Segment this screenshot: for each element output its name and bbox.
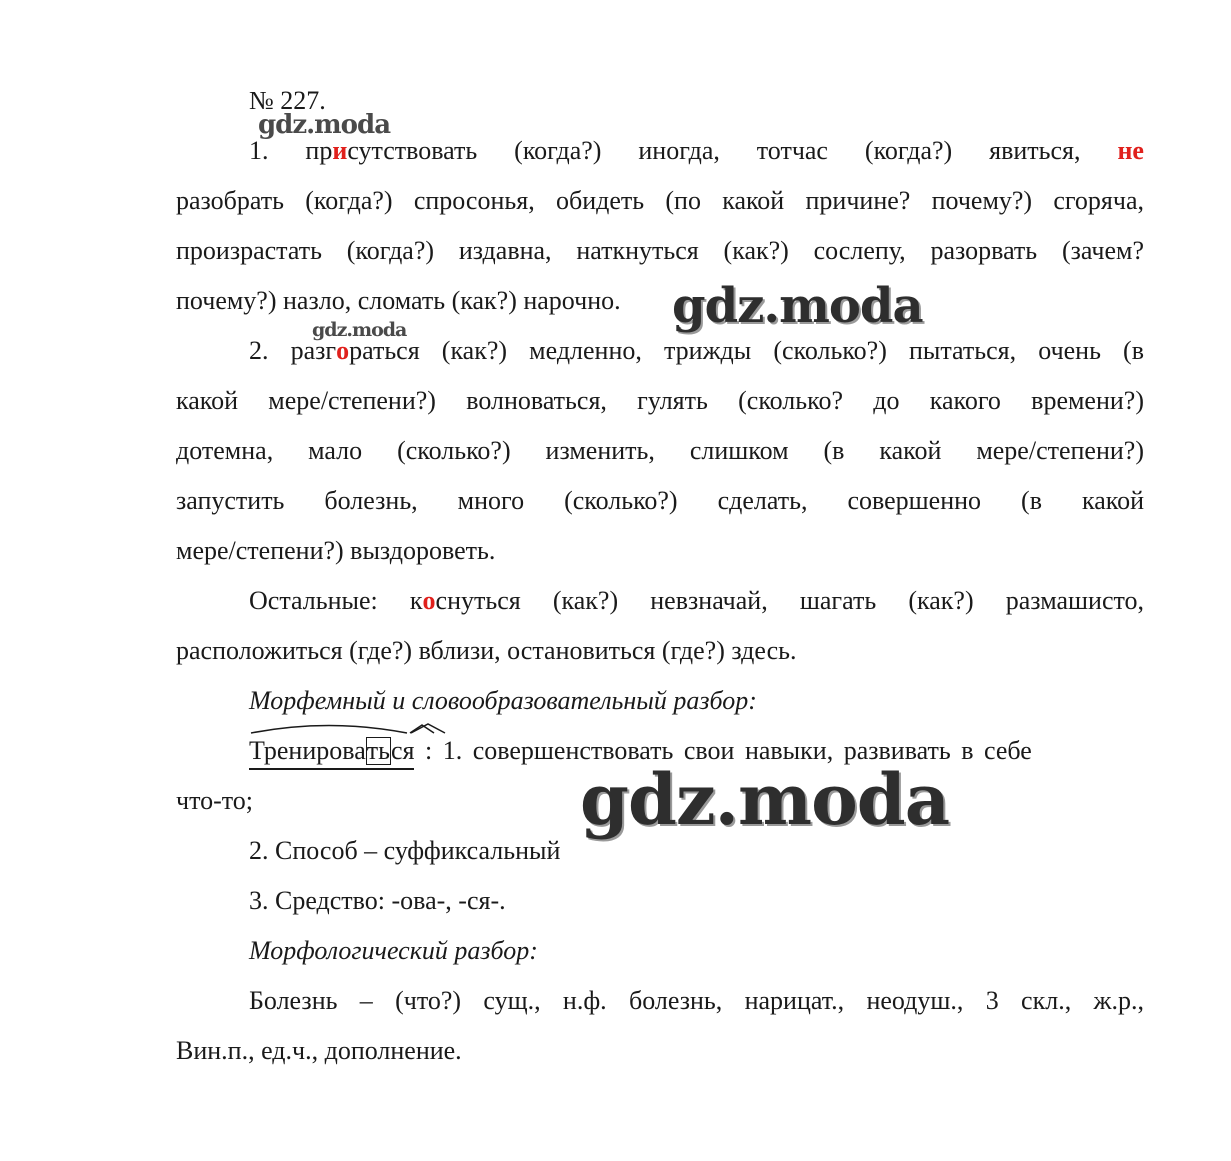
exercise-number: № 227. [249,86,326,115]
highlight-word-ne: не [1117,136,1144,165]
word: (когда?) [864,136,953,165]
watermark-logo: gdz.moda [312,319,407,341]
highlight-letter: и [332,136,348,165]
document-page [176,0,1144,1161]
word: (когда?) [514,136,602,165]
morpheme-definition-cont: что-то; [176,786,253,815]
morphology-heading: Морфологический разбор: [249,936,538,965]
section3-line1: Остальные: коснуться (как?) невзначай, шагать (как?) размашисто, [249,586,1145,615]
morpheme-heading: Морфемный и словообразовательный разбор: [249,686,757,715]
postfix-arc [408,722,436,734]
watermark-logo: gdz.moda [580,758,950,841]
morphology-line1: Болезнь – (что?) сущ., н.ф. болезнь, нарицат., неодуш., 3 скл., ж.р., [249,986,1144,1015]
root-arc [249,722,409,734]
section2-line5: мере/степени?) выздороветь. [176,536,496,565]
morpheme-word: Тренироваться [249,734,414,770]
word: явиться, [989,136,1081,165]
morpheme-method: 2. Способ – суффиксальный [249,836,561,865]
morpheme-definition: : 1. совершенствовать свои навыки, развивать в себе [414,736,1032,765]
section2-line1: 2. разгораться (как?) медленно, трижды (сколько?) пытаться, очень (в [249,336,1144,365]
section2-line2: какой мере/степени?) волноваться, гулять (сколько? до какого времени?) [176,386,1144,415]
section1-line3: произрастать (когда?) издавна, наткнуться (как?) сослепу, разорвать (зачем? [176,236,1144,265]
word: тотчас [756,136,828,165]
morpheme-means: 3. Средство: -ова-, -ся-. [249,886,506,915]
watermark-logo: gdz.moda [258,110,391,140]
word: иногда, [638,136,720,165]
ending-box: ть [366,736,390,765]
word-prisutstvovat: присутствовать [305,136,478,165]
word: 1. [249,136,269,165]
section2-line3: дотемна, мало (сколько?) изменить, слишком (в какой мере/степени?) [176,436,1144,465]
section1-line4: почему?) назло, сломать (как?) нарочно. [176,286,621,315]
highlight-letter: о [422,586,436,615]
morphology-line2: Вин.п., ед.ч., дополнение. [176,1036,462,1065]
section2-line4: запустить болезнь, много (сколько?) сделать, совершенно (в какой [176,486,1144,515]
section1-line2: разобрать (когда?) спросонья, обидеть (по какой причине? почему?) сгоряча, [176,186,1144,215]
section3-line2: расположиться (где?) вблизи, остановиться (где?) здесь. [176,636,797,665]
watermark-logo: gdz.moda [672,278,923,334]
highlight-letter: о [336,336,350,365]
